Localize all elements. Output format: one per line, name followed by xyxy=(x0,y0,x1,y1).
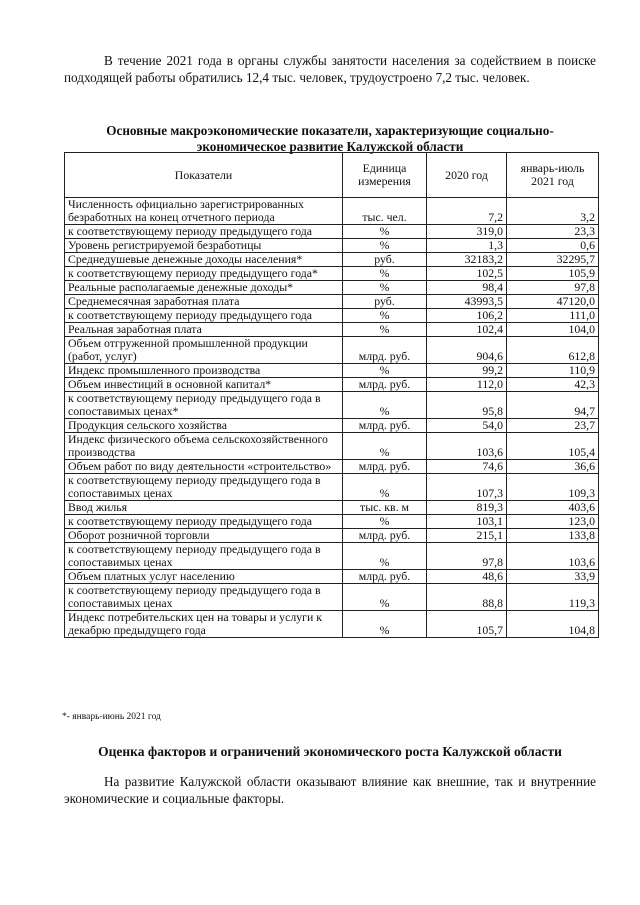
row-value-2021: 42,3 xyxy=(507,378,599,392)
row-value-2021: 0,6 xyxy=(507,239,599,253)
row-name: Ввод жилья xyxy=(65,501,343,515)
row-value-2020: 112,0 xyxy=(427,378,507,392)
table-row xyxy=(65,584,599,611)
table-row xyxy=(65,295,599,309)
row-unit: тыс. кв. м xyxy=(343,501,427,515)
table-row xyxy=(65,570,599,584)
row-value-2021: 104,0 xyxy=(507,323,599,337)
intro-paragraph: В течение 2021 года в органы службы занятости населения за содействием в поиске подходящей работы обратились 12,4 тыс. человек, трудоустроено 7,2 тыс. человек. xyxy=(64,53,596,85)
row-value-2021: 612,8 xyxy=(507,337,599,364)
row-name: Среднемесячная заработная плата xyxy=(65,295,343,309)
row-value-2020: 99,2 xyxy=(427,364,507,378)
row-value-2021: 32295,7 xyxy=(507,253,599,267)
row-value-2021: 109,3 xyxy=(507,474,599,501)
row-value-2020: 74,6 xyxy=(427,460,507,474)
row-value-2021: 133,8 xyxy=(507,529,599,543)
row-unit: % xyxy=(343,309,427,323)
table-row xyxy=(65,419,599,433)
row-unit: млрд. руб. xyxy=(343,337,427,364)
row-name: Индекс потребительских цен на товары и услуги к декабрю предыдущего года xyxy=(65,611,343,638)
row-name: Продукция сельского хозяйства xyxy=(65,419,343,433)
row-name: к соответствующему периоду предыдущего года xyxy=(65,309,343,323)
header-2020: 2020 год xyxy=(427,153,507,198)
row-value-2021: 36,6 xyxy=(507,460,599,474)
row-name: Реальная заработная плата xyxy=(65,323,343,337)
row-unit: руб. xyxy=(343,253,427,267)
row-name: Индекс промышленного производства xyxy=(65,364,343,378)
table-row xyxy=(65,378,599,392)
row-value-2020: 103,1 xyxy=(427,515,507,529)
row-unit: млрд. руб. xyxy=(343,460,427,474)
row-name: Уровень регистрируемой безработицы xyxy=(65,239,343,253)
row-unit: % xyxy=(343,543,427,570)
row-value-2021: 23,7 xyxy=(507,419,599,433)
header-indicator: Показатели xyxy=(65,153,343,198)
row-value-2021: 3,2 xyxy=(507,198,599,225)
row-name: к соответствующему периоду предыдущего года xyxy=(65,515,343,529)
table-row xyxy=(65,309,599,323)
row-value-2021: 123,0 xyxy=(507,515,599,529)
row-unit: % xyxy=(343,225,427,239)
table-header-row xyxy=(65,153,599,198)
indicators-table xyxy=(64,152,599,638)
row-value-2020: 106,2 xyxy=(427,309,507,323)
row-name: Численность официально зарегистрированных безработных на конец отчетного периода xyxy=(65,198,343,225)
row-unit: млрд. руб. xyxy=(343,419,427,433)
row-value-2020: 48,6 xyxy=(427,570,507,584)
row-value-2020: 98,4 xyxy=(427,281,507,295)
table-title: Основные макроэкономические показатели, характеризующие социально-экономическое развитие Калужской области xyxy=(106,123,554,154)
row-value-2020: 54,0 xyxy=(427,419,507,433)
row-unit: млрд. руб. xyxy=(343,529,427,543)
table-row xyxy=(65,198,599,225)
row-unit: % xyxy=(343,364,427,378)
row-unit: млрд. руб. xyxy=(343,378,427,392)
section-heading: Оценка факторов и ограничений экономического роста Калужской области xyxy=(98,744,562,759)
table-row xyxy=(65,225,599,239)
row-value-2021: 103,6 xyxy=(507,543,599,570)
row-value-2021: 94,7 xyxy=(507,392,599,419)
row-value-2021: 23,3 xyxy=(507,225,599,239)
row-value-2020: 1,3 xyxy=(427,239,507,253)
table-row xyxy=(65,611,599,638)
row-name: Объем инвестиций в основной капитал* xyxy=(65,378,343,392)
row-unit: руб. xyxy=(343,295,427,309)
row-unit: % xyxy=(343,392,427,419)
row-value-2020: 97,8 xyxy=(427,543,507,570)
row-value-2021: 119,3 xyxy=(507,584,599,611)
row-unit: % xyxy=(343,433,427,460)
row-name: к соответствующему периоду предыдущего года xyxy=(65,225,343,239)
row-value-2020: 88,8 xyxy=(427,584,507,611)
row-unit: млрд. руб. xyxy=(343,570,427,584)
row-name: Среднедушевые денежные доходы населения* xyxy=(65,253,343,267)
footnote: *- январь-июнь 2021 год xyxy=(62,712,161,722)
table-row xyxy=(65,433,599,460)
row-value-2021: 110,9 xyxy=(507,364,599,378)
table-row xyxy=(65,529,599,543)
row-value-2021: 111,0 xyxy=(507,309,599,323)
table-row xyxy=(65,337,599,364)
row-name: Объем работ по виду деятельности «строительство» xyxy=(65,460,343,474)
table-row xyxy=(65,501,599,515)
row-unit: % xyxy=(343,474,427,501)
table-row xyxy=(65,515,599,529)
row-name: Объем платных услуг населению xyxy=(65,570,343,584)
section-paragraph: На развитие Калужской области оказывают влияние как внешние, так и внутренние экономические и социальные факторы. xyxy=(64,774,596,806)
row-value-2020: 102,4 xyxy=(427,323,507,337)
row-value-2020: 215,1 xyxy=(427,529,507,543)
row-unit: % xyxy=(343,611,427,638)
row-value-2020: 43993,5 xyxy=(427,295,507,309)
row-name: к соответствующему периоду предыдущего года в сопоставимых ценах xyxy=(65,474,343,501)
row-value-2020: 7,2 xyxy=(427,198,507,225)
row-value-2020: 107,3 xyxy=(427,474,507,501)
row-name: к соответствующему периоду предыдущего года в сопоставимых ценах* xyxy=(65,392,343,419)
row-value-2021: 403,6 xyxy=(507,501,599,515)
row-name: к соответствующему периоду предыдущего года в сопоставимых ценах xyxy=(65,543,343,570)
table-row xyxy=(65,392,599,419)
row-value-2020: 102,5 xyxy=(427,267,507,281)
row-value-2020: 103,6 xyxy=(427,433,507,460)
row-unit: % xyxy=(343,323,427,337)
row-value-2021: 97,8 xyxy=(507,281,599,295)
header-2021: январь-июль 2021 год xyxy=(507,153,599,198)
row-value-2020: 819,3 xyxy=(427,501,507,515)
table-row xyxy=(65,267,599,281)
row-value-2020: 319,0 xyxy=(427,225,507,239)
row-name: Объем отгруженной промышленной продукции (работ, услуг) xyxy=(65,337,343,364)
row-name: Реальные располагаемые денежные доходы* xyxy=(65,281,343,295)
row-name: к соответствующему периоду предыдущего года в сопоставимых ценах xyxy=(65,584,343,611)
row-value-2020: 105,7 xyxy=(427,611,507,638)
row-value-2020: 32183,2 xyxy=(427,253,507,267)
row-value-2021: 104,8 xyxy=(507,611,599,638)
row-unit: % xyxy=(343,515,427,529)
row-unit: % xyxy=(343,281,427,295)
table-row xyxy=(65,543,599,570)
table-row xyxy=(65,239,599,253)
row-value-2021: 105,9 xyxy=(507,267,599,281)
table-row xyxy=(65,253,599,267)
table-row xyxy=(65,364,599,378)
header-unit: Единица измерения xyxy=(343,153,427,198)
row-value-2021: 105,4 xyxy=(507,433,599,460)
row-unit: % xyxy=(343,239,427,253)
table-row xyxy=(65,281,599,295)
table-row xyxy=(65,460,599,474)
row-unit: тыс. чел. xyxy=(343,198,427,225)
row-value-2021: 47120,0 xyxy=(507,295,599,309)
row-value-2020: 904,6 xyxy=(427,337,507,364)
row-value-2021: 33,9 xyxy=(507,570,599,584)
row-name: Индекс физического объема сельскохозяйственного производства xyxy=(65,433,343,460)
row-name: Оборот розничной торговли xyxy=(65,529,343,543)
row-name: к соответствующему периоду предыдущего года* xyxy=(65,267,343,281)
row-unit: % xyxy=(343,267,427,281)
table-row xyxy=(65,323,599,337)
row-unit: % xyxy=(343,584,427,611)
table-row xyxy=(65,474,599,501)
row-value-2020: 95,8 xyxy=(427,392,507,419)
